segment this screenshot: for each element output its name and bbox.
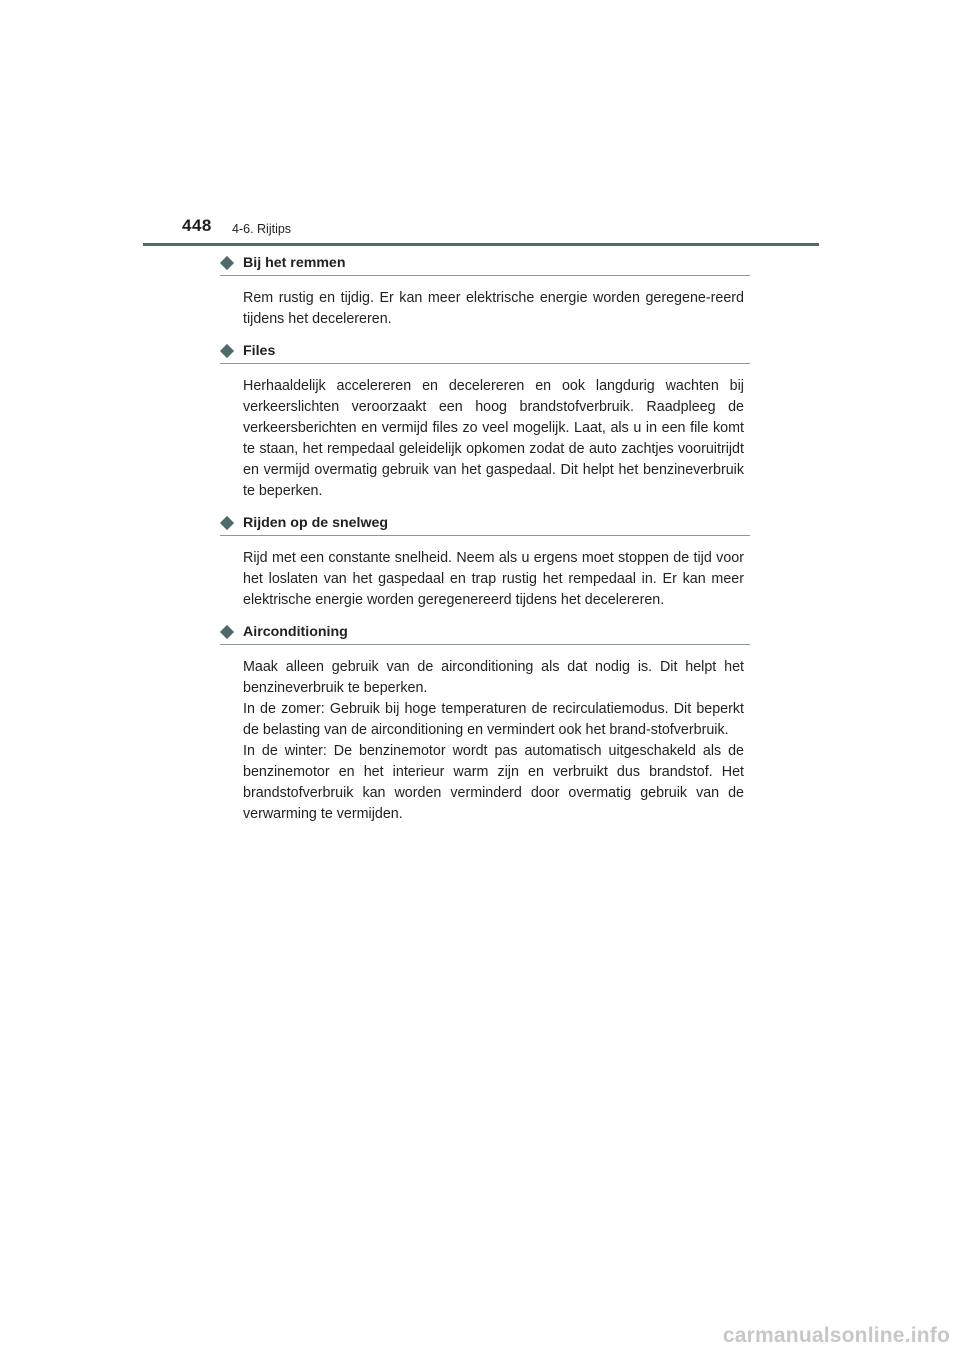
page-number: 448 (182, 216, 212, 235)
paragraph: In de zomer: Gebruik bij hoge temperaturen de recirculatiemodus. Dit beperkt de belasting van de airconditioning en vermindert ook het brand-stofverbruik. (243, 701, 744, 738)
section-braking (220, 254, 750, 330)
section-label: 4-6. Rijtips (232, 222, 292, 236)
section-body (243, 376, 744, 502)
diamond-bullet-icon (220, 344, 234, 358)
watermark: carmanualsonline.info (722, 1324, 950, 1347)
page-content (220, 254, 750, 837)
section-title: Rijden op de snelweg (243, 515, 389, 531)
paragraph: Maak alleen gebruik van de airconditioning als dat nodig is. Dit helpt het benzineverbruik te beperken. (243, 659, 744, 696)
section-air-conditioning (220, 623, 750, 825)
diamond-bullet-icon (220, 256, 234, 270)
section-body (243, 657, 744, 825)
section-title: Airconditioning (243, 624, 348, 640)
section-highway (220, 514, 750, 611)
section-heading (220, 514, 750, 536)
section-heading (220, 254, 750, 276)
paragraph: In de winter: De benzinemotor wordt pas automatisch uitgeschakeld als de benzinemotor en het interieur warm zijn en verbruikt dus brandstof. Het brandstofverbruik kan worden verminderd door overmatig gebruik van de verwarming te vermijden. (243, 743, 744, 822)
section-title: Files (243, 343, 276, 359)
section-heading (220, 623, 750, 645)
diamond-bullet-icon (220, 516, 234, 530)
section-heading (220, 342, 750, 364)
paragraph: Rem rustig en tijdig. Er kan meer elektrische energie worden geregene-reerd tijdens het decelereren. (243, 290, 744, 327)
section-traffic-jams (220, 342, 750, 502)
paragraph: Herhaaldelijk accelereren en decelereren en ook langdurig wachten bij verkeerslichten veroorzaakt een hoog brandstofverbruik. Raadpleeg de verkeersberichten en vermijd files zo veel mogelijk. Laat, als u in een file komt te staan, het rempedaal geleidelijk opkomen zodat de auto zachtjes vooruitrijdt en vermijd overmatig gebruik van het gaspedaal. Dit helpt het benzineverbruik te beperken. (243, 378, 744, 499)
section-body (243, 548, 744, 611)
diamond-bullet-icon (220, 625, 234, 639)
section-title: Bij het remmen (243, 255, 346, 271)
paragraph: Rijd met een constante snelheid. Neem als u ergens moet stoppen de tijd voor het loslaten van het gaspedaal en trap rustig het rempedaal in. Er kan meer elektrische energie worden geregenereerd tijdens het decelereren. (243, 550, 744, 608)
header-rule (143, 243, 819, 246)
section-body (243, 288, 744, 330)
